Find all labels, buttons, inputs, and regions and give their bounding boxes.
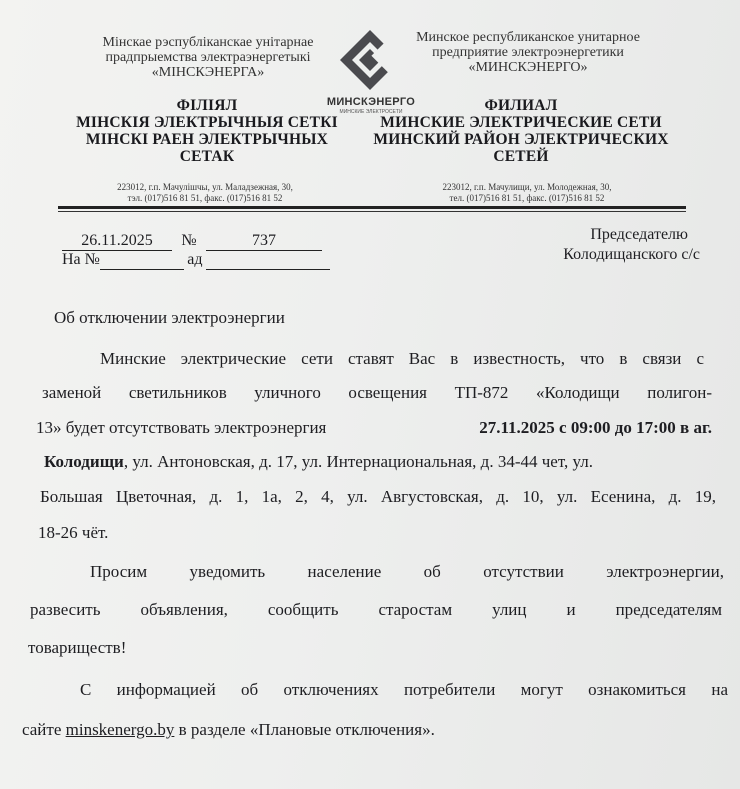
body-line (36, 418, 712, 438)
right-branch (362, 97, 680, 165)
left-branch-line: МІНСКІ РАЕН ЭЛЕКТРЫЧНЫХ (85, 131, 329, 148)
minskenergo-logo-icon (338, 28, 402, 92)
body-line: С информацией об отключениях потребители могут ознакомиться на (80, 680, 728, 699)
left-branch (62, 97, 352, 165)
body-text: сайте (22, 720, 66, 739)
left-org-line: Мінскае рэспубліканскае унітарнае (102, 35, 314, 50)
outage-date-time: 27.11.2025 с 09:00 до 17:00 в аг. (479, 418, 712, 437)
recipient-line: Колодищанского с/с (563, 246, 700, 263)
document-date: 26.11.2025 (62, 232, 172, 251)
logo-wordmark: МИНСКЭНЕРГО (326, 96, 416, 108)
right-address (412, 182, 642, 204)
left-address-line: 223012, г.п. Мачулішчы, ул. Маладзежная, 30, (117, 182, 293, 192)
right-org-line: «МИНСКЭНЕРГО» (468, 60, 588, 75)
right-branch-line: МИНСКИЕ ЭЛЕКТРИЧЕСКИЕ СЕТИ (380, 114, 662, 131)
letter-subject: Об отключении электроэнергии (54, 308, 285, 327)
right-org-line: предприятие электроэнергетики (432, 45, 624, 60)
document-date-number (62, 232, 332, 251)
body-line (44, 452, 712, 472)
body-line: Большая Цветочная, д. 1, 1а, 2, 4, ул. Августовская, д. 10, ул. Есенина, д. 19, (40, 487, 716, 506)
right-branch-line: СЕТЕЙ (493, 148, 549, 165)
body-line: развесить объявления, сообщить старостам улиц и председателям (30, 600, 722, 619)
body-line: товариществ! (28, 638, 127, 657)
left-branch-line: ФІЛІЯЛ (176, 97, 238, 114)
body-line: Просим уведомить население об отсутствии электроэнергии, (90, 562, 724, 581)
header-divider-thin (58, 211, 686, 212)
reference-date-label: ад (187, 251, 203, 268)
reference-label: На № (62, 251, 100, 268)
website-link[interactable]: minskenergo.by (65, 720, 175, 739)
body-line: 18-26 чёт. (38, 523, 109, 542)
left-org-line: прадпрыемства электраэнергетыкі (105, 50, 311, 65)
right-organization (398, 30, 658, 75)
right-org-line: Минское республиканское унитарное (416, 30, 640, 45)
village-name: Колодищи (44, 452, 124, 471)
left-branch-line: МІНСКІЯ ЭЛЕКТРЫЧНЫЯ СЕТКІ (76, 114, 338, 131)
header-divider (58, 206, 686, 209)
body-line (22, 720, 435, 740)
body-line: Минские электрические сети ставят Вас в известность, что в связи с (100, 349, 704, 368)
left-address (90, 182, 320, 204)
logo-tagline: МИНСКИЕ ЭЛЕКТРОСЕТИ (339, 109, 403, 115)
right-branch-line: МИНСКИЙ РАЙОН ЭЛЕКТРИЧЕСКИХ (373, 131, 669, 148)
left-org-line: «МІНСКЭНЕРГА» (151, 65, 265, 80)
body-text: в разделе «Плановые отключения». (174, 720, 435, 739)
document-number: 737 (206, 232, 322, 251)
body-text: , ул. Антоновская, д. 17, ул. Интернациональная, д. 34-44 чет, ул. (123, 452, 593, 471)
left-branch-line: СЕТАК (179, 148, 235, 165)
reference-number-blank (100, 251, 184, 270)
recipient-line: Председателю (590, 226, 688, 243)
body-line: заменой светильников уличного освещения ТП-872 «Колодищи полигон- (42, 383, 712, 402)
right-branch-line: ФИЛИАЛ (484, 97, 558, 114)
left-organization (78, 35, 338, 80)
reference-line (62, 251, 342, 270)
number-label: № (181, 232, 197, 249)
body-text: 13» будет отсутствовать электроэнергия (36, 418, 331, 437)
reference-date-blank (206, 251, 330, 270)
recipient (500, 225, 700, 265)
right-address-line: тел. (017)516 81 51, факс. (017)516 81 52 (449, 193, 605, 203)
left-address-line: тэл. (017)516 81 51, факс. (017)516 81 52 (127, 193, 283, 203)
right-address-line: 223012, г.п. Мачулищи, ул. Молодежная, 30, (442, 182, 612, 192)
